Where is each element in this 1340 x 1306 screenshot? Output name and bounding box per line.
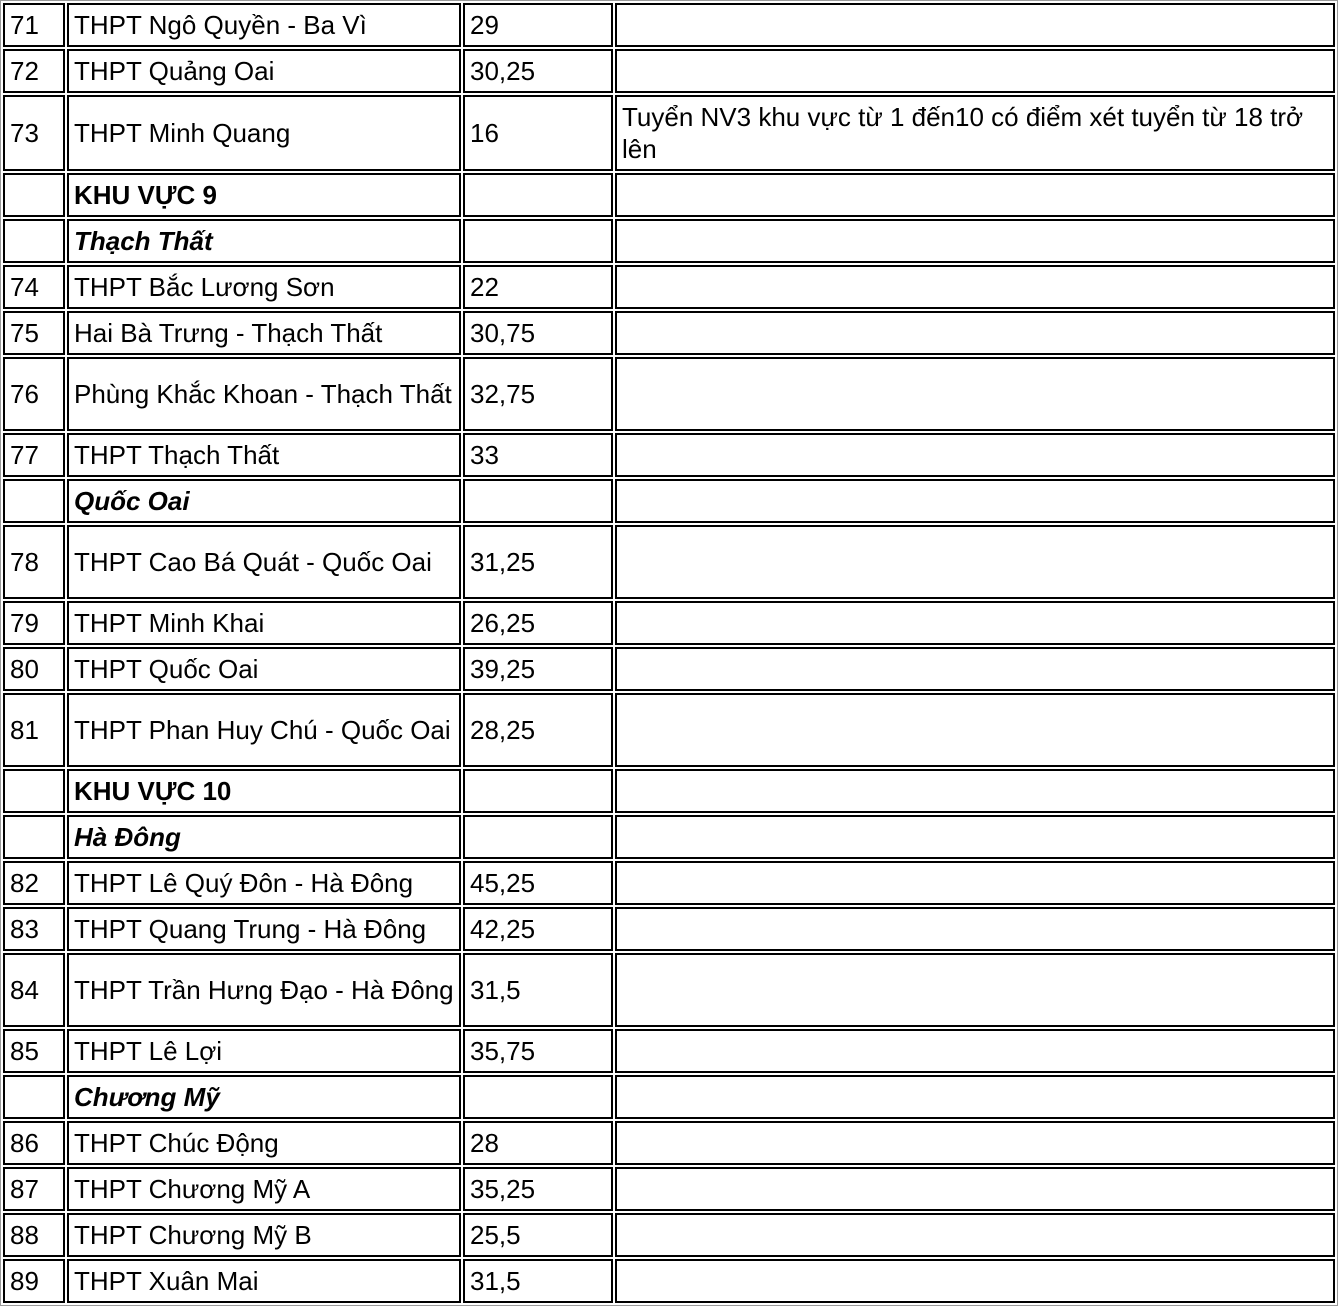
table-row <box>3 693 1335 767</box>
note-cell <box>615 173 1335 217</box>
school-name-cell: Quốc Oai <box>67 479 461 523</box>
table-row <box>3 357 1335 431</box>
note-cell <box>615 49 1335 93</box>
note-cell <box>615 311 1335 355</box>
row-number-cell: 73 <box>3 95 65 171</box>
note-cell <box>615 647 1335 691</box>
row-number-cell: 87 <box>3 1167 65 1211</box>
school-name-cell: THPT Lê Lợi <box>67 1029 461 1073</box>
note-cell <box>615 907 1335 951</box>
section-row <box>3 1075 1335 1119</box>
table-row <box>3 3 1335 47</box>
table-row <box>3 861 1335 905</box>
table-row <box>3 1213 1335 1257</box>
score-cell: 45,25 <box>463 861 613 905</box>
score-cell <box>463 1075 613 1119</box>
score-cell: 16 <box>463 95 613 171</box>
row-number-cell: 72 <box>3 49 65 93</box>
score-cell <box>463 479 613 523</box>
table-row <box>3 1121 1335 1165</box>
school-name-cell: THPT Chúc Động <box>67 1121 461 1165</box>
score-cell <box>463 769 613 813</box>
row-number-cell <box>3 815 65 859</box>
table-row <box>3 95 1335 171</box>
row-number-cell: 84 <box>3 953 65 1027</box>
row-number-cell <box>3 479 65 523</box>
school-name-cell: Chương Mỹ <box>67 1075 461 1119</box>
school-name-cell: Phùng Khắc Khoan - Thạch Thất <box>67 357 461 431</box>
note-cell <box>615 219 1335 263</box>
note-cell <box>615 3 1335 47</box>
note-cell <box>615 1121 1335 1165</box>
score-cell: 22 <box>463 265 613 309</box>
row-number-cell <box>3 219 65 263</box>
table-row <box>3 265 1335 309</box>
score-cell: 28 <box>463 1121 613 1165</box>
note-cell <box>615 433 1335 477</box>
score-cell: 35,75 <box>463 1029 613 1073</box>
table-row <box>3 433 1335 477</box>
row-number-cell: 74 <box>3 265 65 309</box>
score-cell: 29 <box>463 3 613 47</box>
table-row <box>3 601 1335 645</box>
row-number-cell <box>3 1075 65 1119</box>
school-name-cell: THPT Cao Bá Quát - Quốc Oai <box>67 525 461 599</box>
row-number-cell: 81 <box>3 693 65 767</box>
school-name-cell: THPT Trần Hưng Đạo - Hà Đông <box>67 953 461 1027</box>
school-name-cell: THPT Quang Trung - Hà Đông <box>67 907 461 951</box>
note-cell: Tuyển NV3 khu vực từ 1 đến10 có điểm xét tuyển từ 18 trở lên <box>615 95 1335 171</box>
school-name-cell: Hà Đông <box>67 815 461 859</box>
note-cell <box>615 1075 1335 1119</box>
score-cell <box>463 815 613 859</box>
school-name-cell: THPT Thạch Thất <box>67 433 461 477</box>
row-number-cell: 77 <box>3 433 65 477</box>
score-cell: 25,5 <box>463 1213 613 1257</box>
school-name-cell: THPT Minh Khai <box>67 601 461 645</box>
note-cell <box>615 1259 1335 1303</box>
table-row <box>3 647 1335 691</box>
score-cell: 30,25 <box>463 49 613 93</box>
row-number-cell <box>3 769 65 813</box>
row-number-cell: 89 <box>3 1259 65 1303</box>
note-cell <box>615 861 1335 905</box>
score-cell: 42,25 <box>463 907 613 951</box>
row-number-cell: 71 <box>3 3 65 47</box>
score-cell: 31,5 <box>463 1259 613 1303</box>
school-name-cell: Thạch Thất <box>67 219 461 263</box>
row-number-cell: 76 <box>3 357 65 431</box>
score-cell <box>463 219 613 263</box>
score-cell: 35,25 <box>463 1167 613 1211</box>
note-cell <box>615 769 1335 813</box>
score-cell: 31,5 <box>463 953 613 1027</box>
table-row <box>3 49 1335 93</box>
row-number-cell: 79 <box>3 601 65 645</box>
school-name-cell: THPT Ngô Quyền - Ba Vì <box>67 3 461 47</box>
table-row <box>3 1029 1335 1073</box>
score-cell: 26,25 <box>463 601 613 645</box>
row-number-cell: 80 <box>3 647 65 691</box>
section-row <box>3 219 1335 263</box>
section-row <box>3 815 1335 859</box>
row-number-cell <box>3 173 65 217</box>
note-cell <box>615 479 1335 523</box>
table-row <box>3 525 1335 599</box>
table-row <box>3 1167 1335 1211</box>
note-cell <box>615 601 1335 645</box>
school-name-cell: THPT Chương Mỹ A <box>67 1167 461 1211</box>
score-cell: 31,25 <box>463 525 613 599</box>
row-number-cell: 85 <box>3 1029 65 1073</box>
note-cell <box>615 1167 1335 1211</box>
school-name-cell: THPT Phan Huy Chú - Quốc Oai <box>67 693 461 767</box>
school-name-cell: THPT Quốc Oai <box>67 647 461 691</box>
table-row <box>3 1259 1335 1303</box>
note-cell <box>615 265 1335 309</box>
school-name-cell: THPT Bắc Lương Sơn <box>67 265 461 309</box>
section-row <box>3 479 1335 523</box>
table-body <box>3 3 1335 1303</box>
score-cell: 30,75 <box>463 311 613 355</box>
section-row <box>3 173 1335 217</box>
row-number-cell: 88 <box>3 1213 65 1257</box>
row-number-cell: 75 <box>3 311 65 355</box>
row-number-cell: 78 <box>3 525 65 599</box>
note-cell <box>615 953 1335 1027</box>
school-name-cell: THPT Lê Quý Đôn - Hà Đông <box>67 861 461 905</box>
row-number-cell: 83 <box>3 907 65 951</box>
table-row <box>3 311 1335 355</box>
score-cell: 39,25 <box>463 647 613 691</box>
score-cell: 28,25 <box>463 693 613 767</box>
school-name-cell: KHU VỰC 10 <box>67 769 461 813</box>
note-cell <box>615 815 1335 859</box>
score-cell: 33 <box>463 433 613 477</box>
school-name-cell: THPT Quảng Oai <box>67 49 461 93</box>
note-cell <box>615 357 1335 431</box>
table-row <box>3 953 1335 1027</box>
note-cell <box>615 693 1335 767</box>
row-number-cell: 82 <box>3 861 65 905</box>
section-row <box>3 769 1335 813</box>
school-name-cell: THPT Minh Quang <box>67 95 461 171</box>
school-name-cell: KHU VỰC 9 <box>67 173 461 217</box>
score-cell <box>463 173 613 217</box>
table-row <box>3 907 1335 951</box>
note-cell <box>615 525 1335 599</box>
score-cell: 32,75 <box>463 357 613 431</box>
note-cell <box>615 1213 1335 1257</box>
school-name-cell: Hai Bà Trưng - Thạch Thất <box>67 311 461 355</box>
school-name-cell: THPT Chương Mỹ B <box>67 1213 461 1257</box>
school-name-cell: THPT Xuân Mai <box>67 1259 461 1303</box>
note-cell <box>615 1029 1335 1073</box>
row-number-cell: 86 <box>3 1121 65 1165</box>
